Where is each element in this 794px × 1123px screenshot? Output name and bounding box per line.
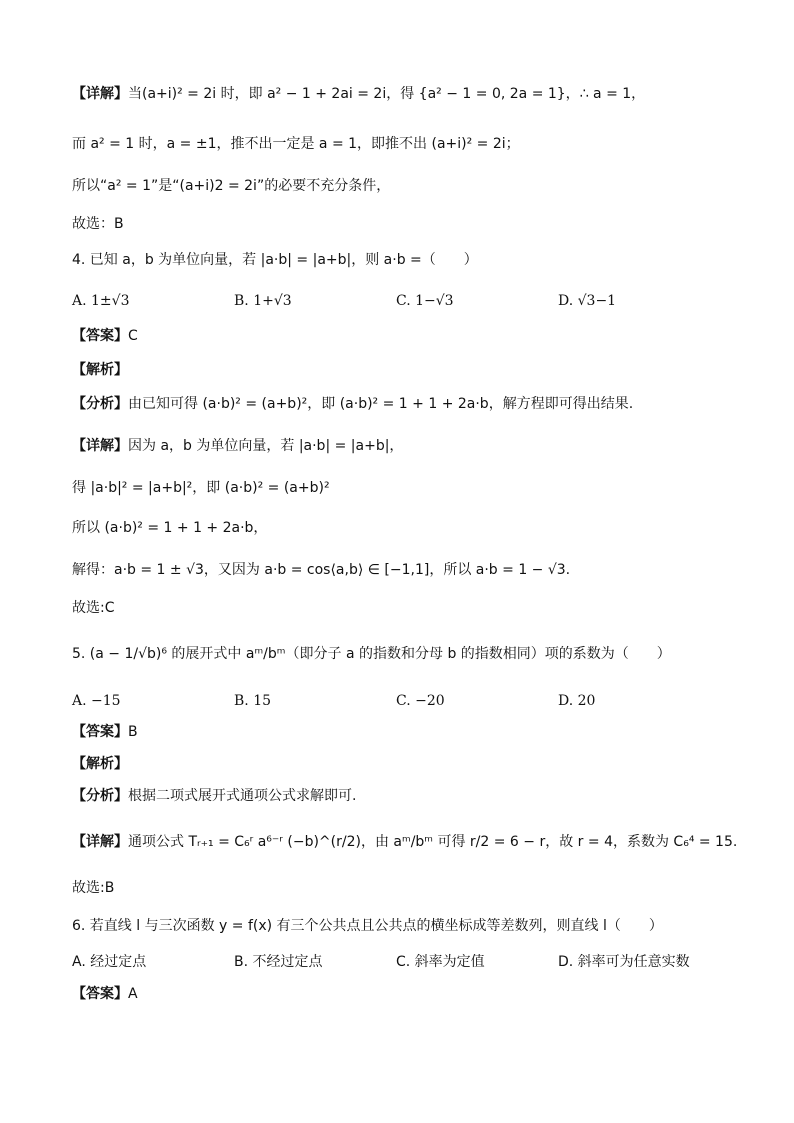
analysis-tag: 【解析】: [72, 756, 128, 772]
q6-option-c: C. 斜率为定值: [396, 954, 485, 970]
answer-line: [72, 722, 138, 742]
text-line: 所以“a² = 1”是“(a+i)2 = 2i”的必要不充分条件，: [72, 178, 391, 194]
detail-line-2: [72, 436, 403, 456]
answer-line: [72, 984, 138, 1004]
solution-line: 解得：a·b = 1 ± √3，又因为 a·b = cos⟨a,b⟩ ∈ [−1,1]，所以 a·b = 1 − √3.: [72, 562, 571, 578]
q6-option-a: A. 经过定点: [72, 954, 147, 970]
detail-tag: 【详解】: [72, 834, 128, 850]
analysis-text: 由已知可得 (a·b)² = (a+b)²，即 (a·b)² = 1 + 1 + 2a·b，解方程即可得出结果.: [128, 396, 634, 412]
detail-tag: 【详解】: [72, 438, 128, 454]
q5-option-d: D. 20: [558, 693, 596, 709]
answer-choice-line: 故选:C: [72, 600, 115, 616]
answer-value: A: [128, 986, 138, 1002]
question-5: 5. (a − 1/√b)⁶ 的展开式中 aᵐ/bᵐ（即分子 a 的指数和分母 b 的指数相同）项的系数为（ ）: [72, 646, 671, 662]
answer-value: B: [128, 724, 138, 740]
answer-tag: 【答案】: [72, 986, 128, 1002]
analysis-sub-tag: 【分析】: [72, 788, 128, 804]
q4-option-c: C. 1−√3: [396, 293, 454, 309]
q5-option-a: A. −15: [72, 693, 121, 709]
detail-text: 当(a+i)² = 2i 时，即 a² − 1 + 2ai = 2i，得 {a² − 1 = 0, 2a = 1}，∴ a = 1，: [128, 86, 646, 102]
answer-value: C: [128, 328, 138, 344]
answer-tag: 【答案】: [72, 328, 128, 344]
analysis-text: 根据二项式展开式通项公式求解即可.: [128, 788, 357, 804]
detail-text: 通项公式 Tᵣ₊₁ = C₆ʳ a⁶⁻ʳ (−b)^(r/2)，由 aᵐ/bᵐ 可得 r/2 = 6 − r，故 r = 4，系数为 C₆⁴ = 15.: [128, 834, 738, 850]
q5-option-b: B. 15: [234, 693, 272, 709]
q6-option-d: D. 斜率可为任意实数: [558, 954, 690, 970]
q4-option-a: A. 1±√3: [72, 293, 130, 309]
q5-option-c: C. −20: [396, 693, 445, 709]
analysis-header: [72, 360, 128, 380]
q4-option-d: D. √3−1: [558, 293, 617, 309]
question-4: 4. 已知 a，b 为单位向量，若 |a·b| = |a+b|，则 a·b =（ ）: [72, 252, 478, 268]
analysis-line: [72, 394, 633, 414]
analysis-tag: 【解析】: [72, 362, 128, 378]
text-line: 而 a² = 1 时，a = ±1，推不出一定是 a = 1，即推不出 (a+i)² = 2i；: [72, 136, 520, 152]
question-6: 6. 若直线 l 与三次函数 y = f(x) 有三个公共点且公共点的横坐标成等差数列，则直线 l（ ）: [72, 918, 663, 934]
detail-line-3: [72, 832, 737, 852]
answer-choice-line: 故选:B: [72, 880, 115, 896]
analysis-line: [72, 786, 356, 806]
derivation-line: 得 |a·b|² = |a+b|²，即 (a·b)² = (a+b)²: [72, 480, 330, 496]
analysis-header: [72, 754, 128, 774]
detail-line-1: [72, 84, 645, 104]
q4-option-b: B. 1+√3: [234, 293, 292, 309]
answer-tag: 【答案】: [72, 724, 128, 740]
analysis-sub-tag: 【分析】: [72, 396, 128, 412]
answer-line: [72, 326, 138, 346]
derivation-line: 所以 (a·b)² = 1 + 1 + 2a·b，: [72, 520, 268, 536]
answer-choice-line: 故选：B: [72, 216, 124, 232]
detail-tag: 【详解】: [72, 86, 128, 102]
detail-text: 因为 a，b 为单位向量，若 |a·b| = |a+b|，: [128, 438, 404, 454]
q6-option-b: B. 不经过定点: [234, 954, 323, 970]
